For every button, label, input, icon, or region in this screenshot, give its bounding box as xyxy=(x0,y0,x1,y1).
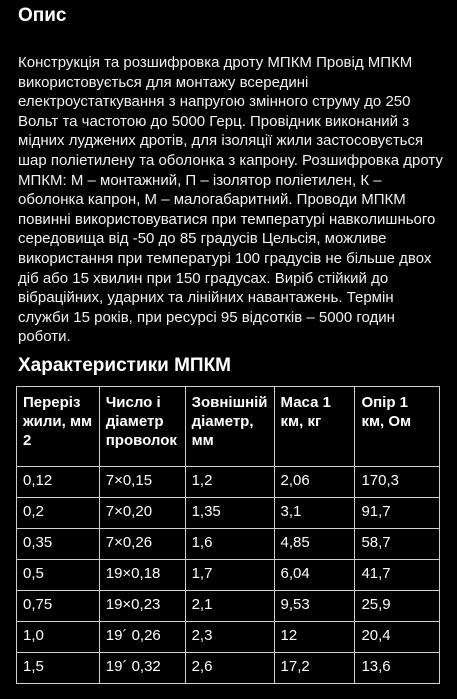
table-cell: 0,2 xyxy=(17,498,100,529)
table-cell: 6,04 xyxy=(274,560,355,591)
table-cell: 7×0,26 xyxy=(99,529,185,560)
table-row xyxy=(17,653,440,684)
specs-heading: Характеристики МПКМ xyxy=(18,355,232,376)
table-row xyxy=(17,467,440,498)
table-cell: 2,6 xyxy=(185,653,274,684)
table-cell: 4,85 xyxy=(274,529,355,560)
header-wire-count-diameter: Число і діаметр проволок xyxy=(99,387,185,467)
table-header-row xyxy=(17,387,440,467)
table-cell: 91,7 xyxy=(355,498,440,529)
description-text: Конструкція та розшифровка дроту МПКМ Провід МПКМ використовується для монтажу всередині електроустаткування з напругою змінного струму до 250 Вольт та частотою до 5000 Герц. Провідник виконаний з мідних луджених дротів, для ізоляції жили застосовується шар поліетилену та оболонка з капрону. Розшифровка дроту МПКМ: М – монтажний, П – ізолятор поліетилен, К – оболонка капрон, М – малогабаритний. Проводи МПКМ повинні використовуватися при температурі навколишнього середовища від -50 до 85 градусів Цельсія, можливе використання при температурі 100 градусів не більше двох діб або 15 хвилин при 150 градусах. Виріб стійкий до вібраційних, ударних та лінійних навантажень. Термін служби 15 років, при ресурсі 95 відсотків – 5000 годин роботи. xyxy=(18,54,443,346)
header-mass: Маса 1 км, кг xyxy=(274,387,355,467)
header-cross-section: Переріз жили, мм 2 xyxy=(17,387,100,467)
table-cell: 170,3 xyxy=(355,467,440,498)
table-row xyxy=(17,560,440,591)
table-row xyxy=(17,529,440,560)
table-cell: 19´ 0,32 xyxy=(99,653,185,684)
header-outer-diameter: Зовнішній діаметр, мм xyxy=(185,387,274,467)
table-cell: 19×0,18 xyxy=(99,560,185,591)
table-cell: 12 xyxy=(274,622,355,653)
table-cell: 1,0 xyxy=(17,622,100,653)
table-cell: 19×0,23 xyxy=(99,591,185,622)
table-cell: 1,2 xyxy=(185,467,274,498)
table-cell: 3,1 xyxy=(274,498,355,529)
table-cell: 17,2 xyxy=(274,653,355,684)
table-row xyxy=(17,591,440,622)
table-cell: 1,7 xyxy=(185,560,274,591)
table-cell: 1,5 xyxy=(17,653,100,684)
table-cell: 13,6 xyxy=(355,653,440,684)
table-cell: 58,7 xyxy=(355,529,440,560)
table-row xyxy=(17,498,440,529)
table-body xyxy=(17,467,440,684)
table-cell: 0,5 xyxy=(17,560,100,591)
table-cell: 7×0,20 xyxy=(99,498,185,529)
table-row xyxy=(17,622,440,653)
table-cell: 25,9 xyxy=(355,591,440,622)
table-cell: 2,1 xyxy=(185,591,274,622)
table-cell: 0,12 xyxy=(17,467,100,498)
header-resistance: Опір 1 км, Ом xyxy=(355,387,440,467)
specs-table xyxy=(16,386,440,684)
table-cell: 1,6 xyxy=(185,529,274,560)
table-cell: 0,75 xyxy=(17,591,100,622)
table-cell: 2,3 xyxy=(185,622,274,653)
description-heading: Опис xyxy=(18,5,67,26)
table-cell: 7×0,15 xyxy=(99,467,185,498)
table-cell: 41,7 xyxy=(355,560,440,591)
table-cell: 2,06 xyxy=(274,467,355,498)
table-cell: 19´ 0,26 xyxy=(99,622,185,653)
table-cell: 1,35 xyxy=(185,498,274,529)
table-cell: 9,53 xyxy=(274,591,355,622)
table-cell: 20,4 xyxy=(355,622,440,653)
table-cell: 0,35 xyxy=(17,529,100,560)
